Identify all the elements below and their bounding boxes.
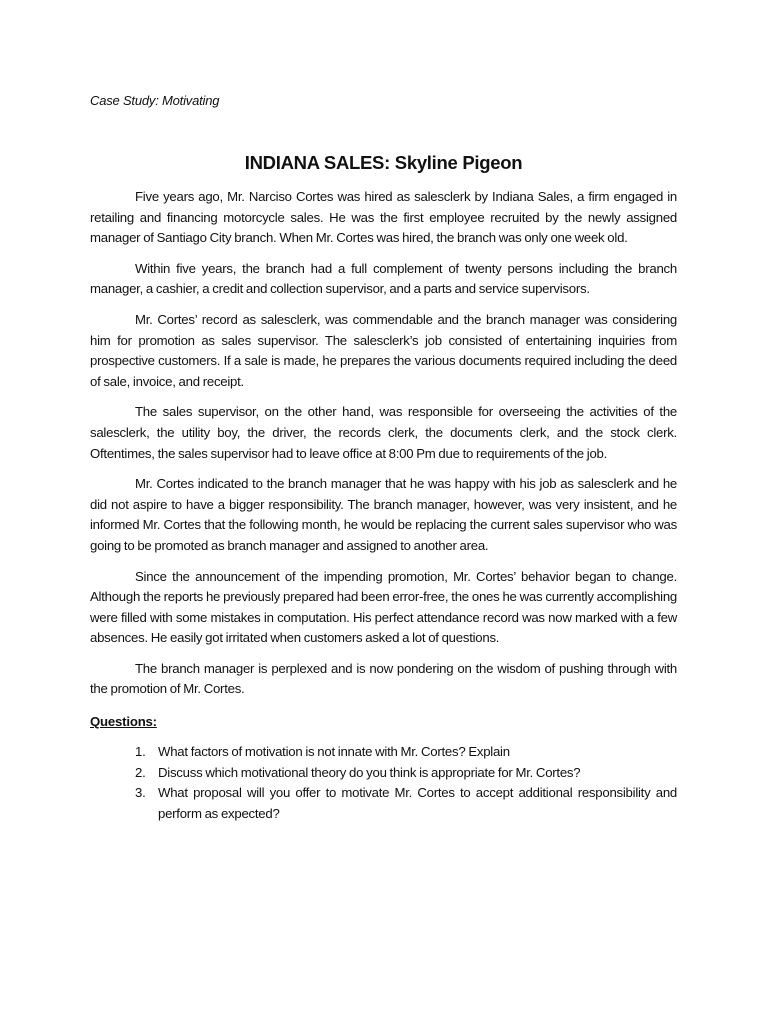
question-text: Discuss which motivational theory do you think is appropriate for Mr. Cortes? xyxy=(158,764,581,780)
paragraph: Mr. Cortes indicated to the branch manager that he was happy with his job as salesclerk and he did not aspire to have a bigger responsibility. The branch manager, however, was very insistent, and he informed Mr. Cortes that the following month, he would be replacing the current sales supervisor who was going to be promoted as branch manager and assigned to another area. xyxy=(90,476,677,553)
question-item xyxy=(90,763,677,784)
question-number: 3. xyxy=(135,785,146,801)
paragraph: Within five years, the branch had a full complement of twenty persons including the branch manager, a cashier, a credit and collection supervisor, and a parts and service supervisors. xyxy=(90,260,677,297)
question-number: 1. xyxy=(135,744,146,760)
question-text: What factors of motivation is not innate with Mr. Cortes? Explain xyxy=(158,744,510,760)
question-item xyxy=(90,783,677,824)
question-text: What proposal will you offer to motivate Mr. Cortes to accept additional responsibility and perform as expected? xyxy=(158,785,677,821)
paragraph: Mr. Cortes’ record as salesclerk, was commendable and the branch manager was considering him for promotion as sales supervisor. The salesclerk’s job consisted of entertaining inquiries from prospective customers. If a sale is made, he prepares the various documents required including the deed of sale, invoice, and receipt. xyxy=(90,311,677,389)
document-page xyxy=(90,0,677,1024)
question-item xyxy=(90,742,677,763)
document-body xyxy=(90,187,677,824)
case-study-label: Case Study: Motivating xyxy=(90,93,220,108)
paragraph: Five years ago, Mr. Narciso Cortes was hired as salesclerk by Indiana Sales, a firm engaged in retailing and financing motorcycle sales. He was the first employee recruited by the newly assigned manager of Santiago City branch. When Mr. Cortes was hired, the branch was only one week old. xyxy=(90,189,677,246)
questions-list xyxy=(90,742,677,824)
questions-heading: Questions: xyxy=(90,714,157,730)
paragraph: Since the announcement of the impending promotion, Mr. Cortes’ behavior began to change. Although the reports he previously prepared had been error-free, the ones he was currently accomplishing were filled with some mistakes in computation. His perfect attendance record was now marked with a few absences. He easily got irritated when customers asked a lot of questions. xyxy=(90,568,677,646)
document-title: INDIANA SALES: Skyline Pigeon xyxy=(244,152,523,173)
question-number: 2. xyxy=(135,764,146,780)
paragraph: The sales supervisor, on the other hand, was responsible for overseeing the activities of the salesclerk, the utility boy, the driver, the records clerk, the documents clerk, and the stock clerk. Oftentimes, the sales supervisor had to leave office at 8:00 Pm due to requirements of the job. xyxy=(90,404,677,461)
paragraph: The branch manager is perplexed and is now pondering on the wisdom of pushing through with the promotion of Mr. Cortes. xyxy=(90,660,677,697)
